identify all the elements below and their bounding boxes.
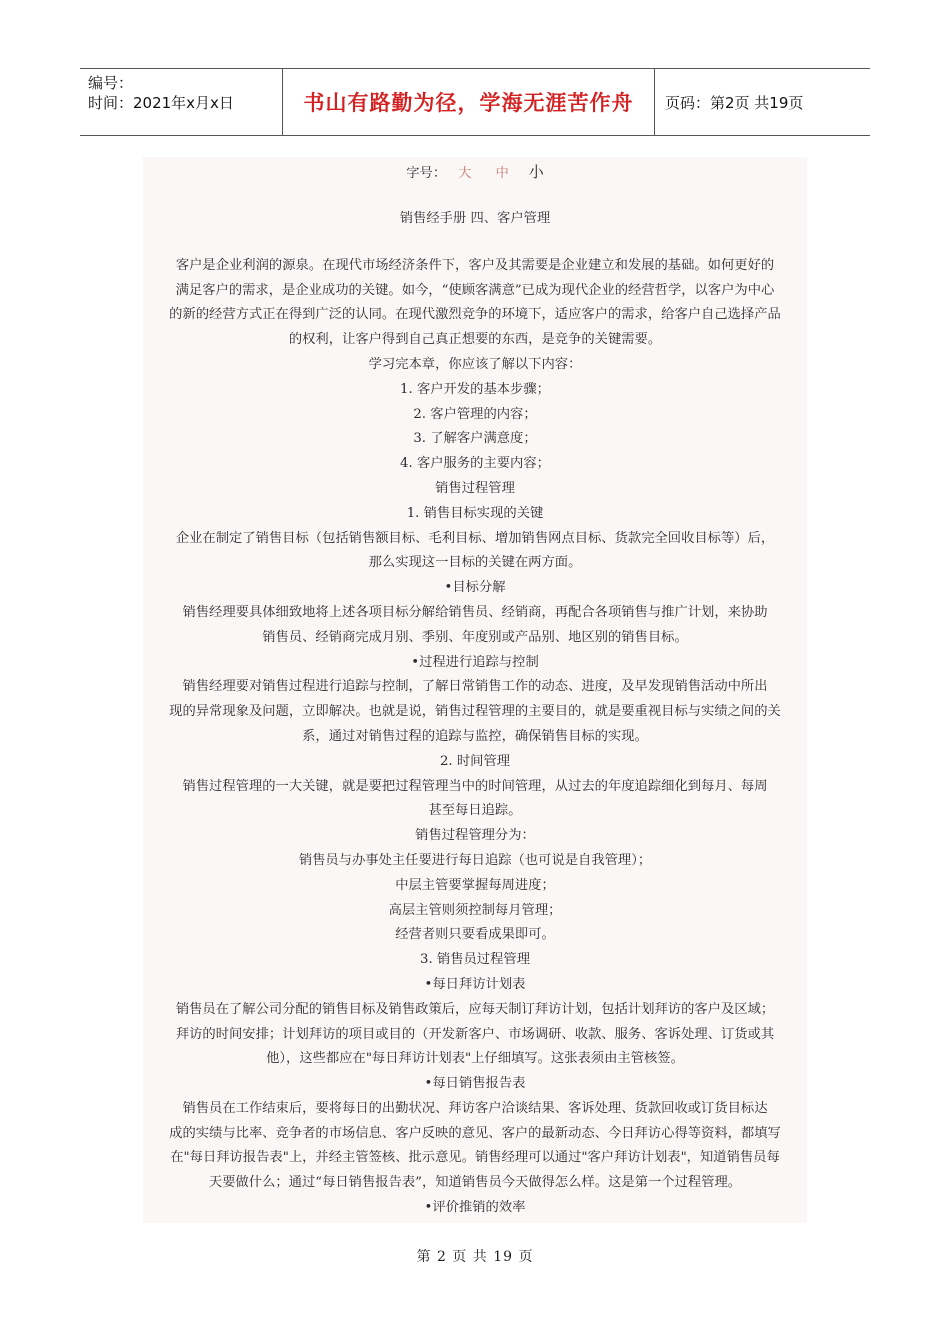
font-size-small-link[interactable]: 小 xyxy=(528,163,544,181)
article-body xyxy=(151,254,799,1221)
body-line: 客户是企业利润的源泉。在现代市场经济条件下，客户及其需要是企业建立和发展的基础。如何更好的 xyxy=(175,257,775,273)
body-line: 销售过程管理的一大关键，就是要把过程管理当中的时间管理，从过去的年度追踪细化到每月、每周 xyxy=(182,778,768,794)
body-line: •过程进行追踪与控制 xyxy=(411,654,539,670)
body-line: 甚至每日追踪。 xyxy=(428,803,522,819)
body-line: •每日销售报告表 xyxy=(424,1076,526,1092)
body-line: 销售员与办事处主任要进行每日追踪（也可说是自我管理）； xyxy=(298,852,652,868)
body-line: 3. 了解客户满意度； xyxy=(413,431,537,447)
date-label: 时间：2021年x月x日 xyxy=(88,94,234,112)
body-line: •每日拜访计划表 xyxy=(424,976,526,992)
body-line: 的新的经营方式正在得到广泛的认同。在现代激烈竞争的环境下，适应客户的需求，给客户自己选择产品 xyxy=(169,307,781,323)
font-size-mid-link[interactable]: 中 xyxy=(495,166,509,181)
header-meta xyxy=(80,69,282,135)
body-line: 学习完本章，你应该了解以下内容： xyxy=(368,356,582,372)
article-title: 销售经手册 四、客户管理 xyxy=(399,211,551,226)
body-line: 拜访的时间安排；计划拜访的项目或目的（开发新客户、市场调研、收款、服务、客诉处理、订货或其 xyxy=(175,1026,775,1042)
body-line: 高层主管则须控制每月管理； xyxy=(388,902,562,918)
body-line: 在"每日拜访报告表"上，并经主管签核、批示意见。销售经理可以通过"客户拜访计划表"，知道销售员每 xyxy=(170,1150,780,1166)
body-line: 企业在制定了销售目标（包括销售额目标、毛利目标、增加销售网点目标、货款完全回收目标等）后， xyxy=(175,530,775,546)
body-line: 销售经理要对销售过程进行追踪与控制，了解日常销售工作的动态、进度，及早发现销售活动中所出 xyxy=(182,679,768,695)
header-page-number: 页码：第2页 共19页 xyxy=(665,93,804,112)
header-motto: 书山有路勤为径，学海无涯苦作舟 xyxy=(282,69,655,135)
body-line: 的权利，让客户得到自己真正想要的东西，是竞争的关键需要。 xyxy=(288,332,662,348)
body-line: 销售过程管理分为： xyxy=(415,828,535,844)
page-header xyxy=(80,68,870,136)
body-line: •目标分解 xyxy=(444,580,506,596)
body-line: 1. 销售目标实现的关键 xyxy=(406,505,544,521)
body-line: 系，通过对销售过程的追踪与监控，确保销售目标的实现。 xyxy=(302,728,648,744)
code-label: 编号： xyxy=(88,74,134,92)
body-line: 1. 客户开发的基本步骤； xyxy=(400,381,550,397)
body-line: 销售员、经销商完成月别、季别、年度别或产品别、地区别的销售目标。 xyxy=(262,629,688,645)
body-line: 销售经理要具体细致地将上述各项目标分解给销售员、经销商，再配合各项销售与推广计划，来协助 xyxy=(182,604,768,620)
font-size-selector xyxy=(151,161,799,185)
body-line: 销售员在了解公司分配的销售目标及销售政策后，应每天制订拜访计划，包括计划拜访的客户及区域； xyxy=(175,1001,775,1017)
spacer xyxy=(151,232,799,254)
body-line: 成的实绩与比率、竞争者的市场信息、客户反映的意见、客户的最新动态、今日拜访心得等资料，都填写 xyxy=(169,1125,781,1141)
body-line: 经营者则只要看成果即可。 xyxy=(395,927,555,943)
font-size-big-link[interactable]: 大 xyxy=(458,166,472,181)
body-line: 那么实现这一目标的关键在两方面。 xyxy=(368,555,582,571)
body-line: 现的异常现象及问题，立即解决。也就是说，销售过程管理的主要目的，就是要重视目标与实绩之间的关 xyxy=(169,704,781,720)
body-line: •评价推销的效率 xyxy=(424,1200,526,1216)
body-line: 2. 时间管理 xyxy=(439,753,511,769)
body-line: 满足客户的需求，是企业成功的关键。如今，“使顾客满意”已成为现代企业的经营哲学，以客户为中心 xyxy=(175,282,775,298)
page-footer: 第 2 页 共 19 页 xyxy=(416,1249,534,1265)
body-line: 销售员在工作结束后，要将每日的出勤状况、拜访客户洽谈结果、客诉处理、货款回收或订货目标达 xyxy=(182,1100,768,1116)
font-size-label: 字号： xyxy=(406,166,447,181)
body-line: 他），这些都应在"每日拜访计划表"上仔细填写。这张表须由主管核签。 xyxy=(266,1051,684,1067)
body-line: 2. 客户管理的内容； xyxy=(413,406,537,422)
body-line: 天要做什么；通过“每日销售报告表”，知道销售员今天做得怎么样。这是第一个过程管理。 xyxy=(208,1175,742,1191)
body-line: 4. 客户服务的主要内容； xyxy=(400,456,550,472)
body-line: 中层主管要掌握每周进度； xyxy=(395,877,555,893)
body-line: 销售过程管理 xyxy=(435,480,515,496)
article-content xyxy=(143,157,807,1223)
body-line: 3. 销售员过程管理 xyxy=(420,952,530,968)
